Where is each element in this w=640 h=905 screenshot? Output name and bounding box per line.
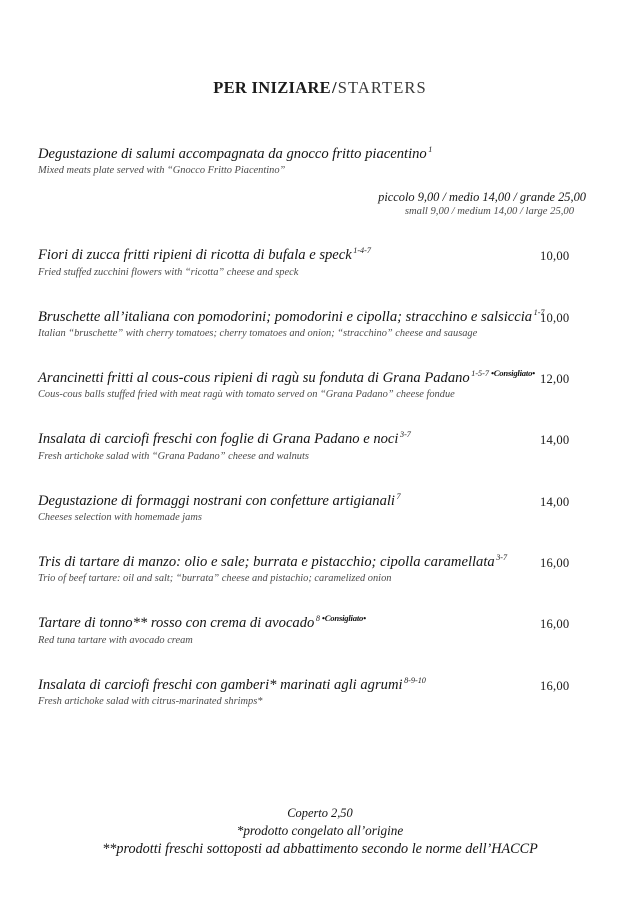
- page-footer: [0, 805, 640, 859]
- menu-item-name-italian-text: Bruschette all’italiana con pomodorini; pomodorini e cipolla; stracchino e salsiccia: [38, 308, 533, 325]
- menu-item: [38, 677, 604, 708]
- menu-item-text: [38, 431, 534, 462]
- menu-item: [38, 309, 604, 340]
- recommended-badge: •Consigliato•: [490, 368, 535, 379]
- footer-haccp-note: **prodotti freschi sottoposti ad abbattimento secondo le norme dell’HACCP: [102, 840, 538, 857]
- menu-item-name-italian-text: Tris di tartare di manzo: olio e sale; burrata e pistacchio; cipolla caramellata: [38, 553, 495, 570]
- allergen-superscript: 1-5-7: [471, 369, 489, 379]
- recommended-badge: •Consigliato•: [321, 613, 366, 624]
- menu-item: [38, 554, 604, 585]
- menu-item-name-italian: [38, 370, 534, 386]
- menu-item-text: [38, 370, 534, 401]
- menu-item-name-italian: [38, 615, 534, 631]
- menu-item-name-english: Trio of beef tartare: oil and salt; “burrata” cheese and pistachio; caramelized onion: [38, 573, 392, 585]
- menu-items-list: [0, 146, 640, 708]
- menu-item-name-italian-text: Arancinetti fritti al cous-cous ripieni di ragù su fonduta di Grana Padano: [38, 369, 470, 386]
- menu-item-name-english: Mixed meats plate served with “Gnocco Fritto Piacentino”: [38, 165, 286, 177]
- menu-item-text: [38, 493, 534, 524]
- menu-item-name-italian-text: Degustazione di formaggi nostrani con confetture artigianali: [38, 492, 395, 509]
- menu-item-name-english: Fresh artichoke salad with citrus-marinated shrimps*: [38, 695, 263, 707]
- menu-item-name-italian: [38, 247, 534, 263]
- footer-frozen-note: *prodotto congelato all’origine: [236, 823, 404, 839]
- menu-item-price: 12,00: [540, 371, 570, 386]
- menu-item-name-italian-text: Tartare di tonno** rosso con crema di avocado: [38, 615, 315, 632]
- allergen-superscript: 1-7: [533, 307, 545, 317]
- allergen-superscript: 3-7: [399, 430, 411, 440]
- allergen-superscript: 1: [428, 145, 433, 155]
- page-title-english: STARTERS: [337, 78, 427, 97]
- menu-item-price: 16,00: [540, 555, 570, 570]
- allergen-superscript: 7: [396, 491, 401, 501]
- menu-item-name-italian: [38, 493, 534, 509]
- allergen-superscript: 8: [315, 614, 320, 624]
- allergen-superscript: 1-4-7: [353, 246, 371, 256]
- menu-item-text: [38, 307, 545, 340]
- menu-item-name-italian-text: Degustazione di salumi accompagnata da gnocco fritto piacentino: [38, 146, 427, 162]
- menu-item-name-italian-text: Insalata di carciofi freschi con gamberi* marinati agli agrumi: [38, 676, 403, 693]
- menu-item: [38, 431, 604, 462]
- footer-cover-charge: Coperto 2,50: [287, 806, 353, 821]
- menu-item-price: 10,00: [540, 310, 570, 325]
- page-title-separator: /: [331, 78, 337, 97]
- menu-item: [38, 370, 604, 401]
- menu-item-price: 10,00: [540, 249, 570, 264]
- allergen-superscript: 8-9-10: [404, 675, 426, 685]
- menu-item: [38, 247, 604, 278]
- menu-item-price: 16,00: [540, 678, 570, 693]
- menu-item-text: [38, 677, 534, 708]
- page-title: [0, 78, 640, 98]
- menu-item-name-english: Cheeses selection with homemade jams: [38, 511, 202, 523]
- menu-item: [38, 146, 604, 177]
- menu-item-text: [38, 146, 534, 177]
- size-prices-english: small 9,00 / medium 14,00 / large 25,00: [404, 206, 574, 218]
- page-title-italian: PER INIZIARE: [213, 78, 331, 97]
- menu-item-name-english: Red tuna tartare with avocado cream: [38, 634, 193, 646]
- allergen-superscript: 3-7: [496, 553, 508, 563]
- menu-item-name-english: Fresh artichoke salad with “Grana Padano” cheese and walnuts: [38, 450, 309, 462]
- menu-item: [38, 493, 604, 524]
- menu-item-name-italian: [38, 431, 534, 447]
- menu-item-price: 14,00: [540, 433, 570, 448]
- menu-item-name-italian-text: Fiori di zucca fritti ripieni di ricotta di bufala e speck: [38, 247, 352, 264]
- menu-item-name-italian: [38, 146, 534, 162]
- menu-item: [38, 615, 604, 646]
- menu-item-name-italian: [38, 554, 534, 570]
- menu-item-name-italian: [38, 307, 545, 325]
- menu-item-name-italian-text: Insalata di carciofi freschi con foglie di Grana Padano e noci: [38, 431, 399, 448]
- menu-item-name-italian: [38, 677, 534, 693]
- menu-item-price: 14,00: [540, 494, 570, 509]
- menu-item-name-english: Fried stuffed zucchini flowers with “ricotta” cheese and speck: [38, 266, 299, 278]
- menu-item-name-english: Cous-cous balls stuffed fried with meat ragù with tomato served on “Grana Padano” cheese fondue: [38, 389, 455, 401]
- size-prices-italian: piccolo 9,00 / medio 14,00 / grande 25,00: [378, 190, 586, 205]
- menu-item-price: 16,00: [540, 617, 570, 632]
- menu-item-text: [38, 615, 534, 646]
- menu-item-name-english: Italian “bruschette” with cherry tomatoes; cherry tomatoes and onion; “stracchino” cheese and sausage: [38, 327, 478, 339]
- menu-item-size-prices: [38, 189, 604, 219]
- menu-item-text: [38, 554, 534, 585]
- menu-item-text: [38, 247, 534, 278]
